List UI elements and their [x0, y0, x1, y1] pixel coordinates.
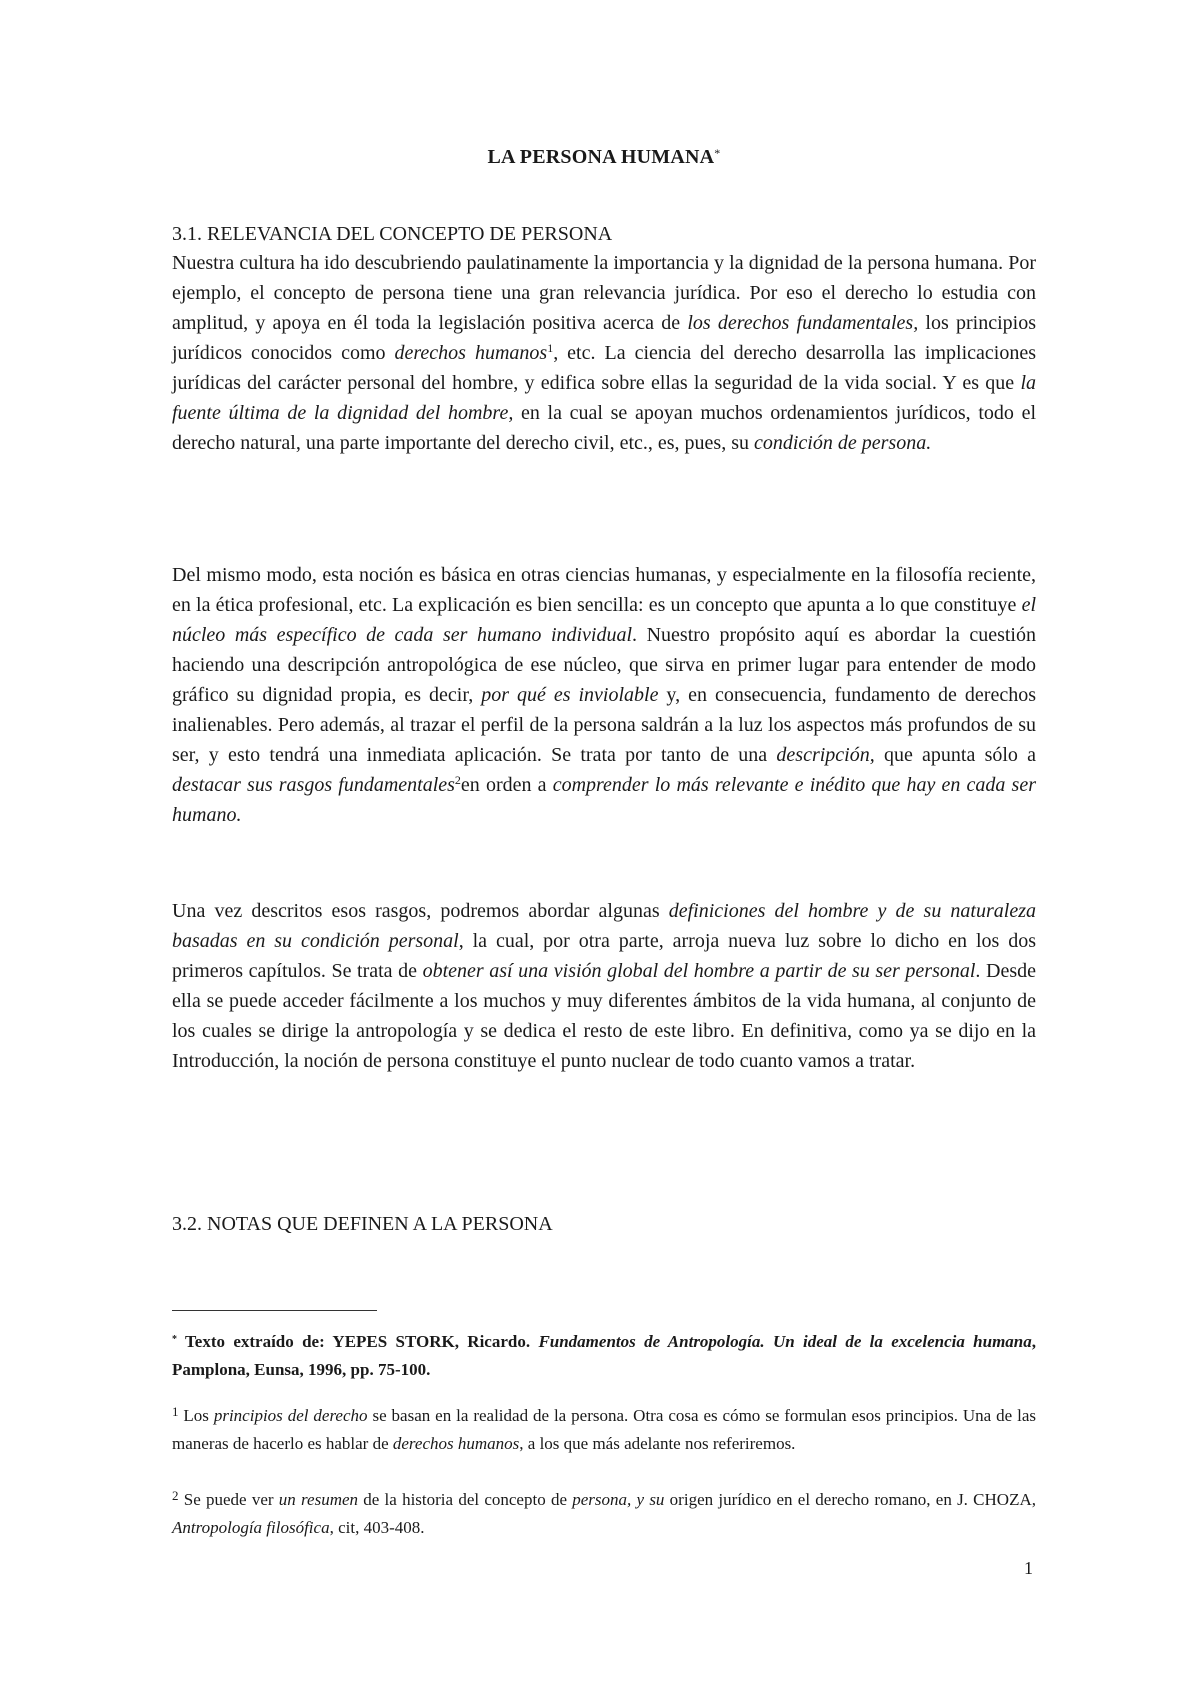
footnote-source: * Texto extraído de: YEPES STORK, Ricardo. Fundamentos de Antropología. Un ideal de la excelencia humana, Pamplona, Eunsa, 1996, pp. 75-100.: [172, 1332, 1037, 1379]
section-heading-3-1: 3.1. RELEVANCIA DEL CONCEPTO DE PERSONA: [172, 223, 613, 245]
footnote-ref-1[interactable]: 1: [547, 341, 554, 355]
paragraph-1: Nuestra cultura ha ido descubriendo paulatinamente la importancia y la dignidad de la persona humana. Por ejemplo, el concepto de persona tiene una gran relevancia jurídica. Por eso el derecho lo estudia con amplitud, y apoya en él toda la legislación positiva acerca de los derechos fundamentales, los principios jurídicos conocidos como derechos humanos$^1$, etc. La ciencia del derecho desarrolla las implicaciones jurídicas del carácter personal del hombre, y edifica sobre ellas la seguridad de la vida social. Y es que la fuente última de la dignidad del hombre, en la cual se apoyan muchos ordenamientos jurídicos, todo el derecho natural, una parte importante del derecho civil, etc., es, pues, su condición de persona.: [172, 252, 1037, 454]
footnote-2: $^2$ Se puede ver un resumen de la historia del concepto de persona, y su origen jurídico en el derecho romano, en J. CHOZA, Antropología filosófica, cit, 403-408.: [172, 1488, 1036, 1537]
footnote-ref-2[interactable]: 2: [454, 773, 461, 787]
page-number: 1: [1024, 1558, 1033, 1578]
document-title: LA PERSONA HUMANA*: [487, 146, 721, 168]
section-heading-3-2: 3.2. NOTAS QUE DEFINEN A LA PERSONA: [172, 1213, 553, 1235]
document-page: [172, 0, 1036, 1698]
footnote-divider: [172, 1310, 377, 1311]
title-footnote-mark: *: [714, 146, 721, 160]
footnote-1: $^1$ Los principios del derecho se basan en la realidad de la persona. Otra cosa es cómo se formulan esos principios. Una de las maneras de hacerlo es hablar de derechos humanos, a los que más adelante nos referiremos.: [172, 1404, 1036, 1453]
paragraph-3: Una vez descritos esos rasgos, podremos abordar algunas definiciones del hombre y de su naturaleza basadas en su condición personal, la cual, por otra parte, arroja nueva luz sobre lo dicho en los dos primeros capítulos. Se trata de obtener así una visión global del hombre a partir de su ser personal. Desde ella se puede acceder fácilmente a los muchos y muy diferentes ámbitos de la vida humana, al conjunto de los cuales se dirige la antropología y se dedica el resto de este libro. En definitiva, como ya se dijo en la Introducción, la noción de persona constituye el punto nuclear de todo cuanto vamos a tratar.: [172, 900, 1036, 1072]
paragraph-2: Del mismo modo, esta noción es básica en otras ciencias humanas, y especialmente en la filosofía reciente, en la ética profesional, etc. La explicación es bien sencilla: es un concepto que apunta a lo que constituye el núcleo más específico de cada ser humano individual. Nuestro propósito aquí es abordar la cuestión haciendo una descripción antropológica de ese núcleo, que sirva en primer lugar para entender de modo gráfico su dignidad propia, es decir, por qué es inviolable y, en consecuencia, fundamento de derechos inalienables. Pero además, al trazar el perfil de la persona saldrán a la luz los aspectos más profundos de su ser, y esto tendrá una inmediata aplicación. Se trata por tanto de una descripción, que apunta sólo a destacar sus rasgos fundamentales$^2$en orden a comprender lo más relevante e inédito que hay en cada ser humano.: [172, 564, 1036, 826]
